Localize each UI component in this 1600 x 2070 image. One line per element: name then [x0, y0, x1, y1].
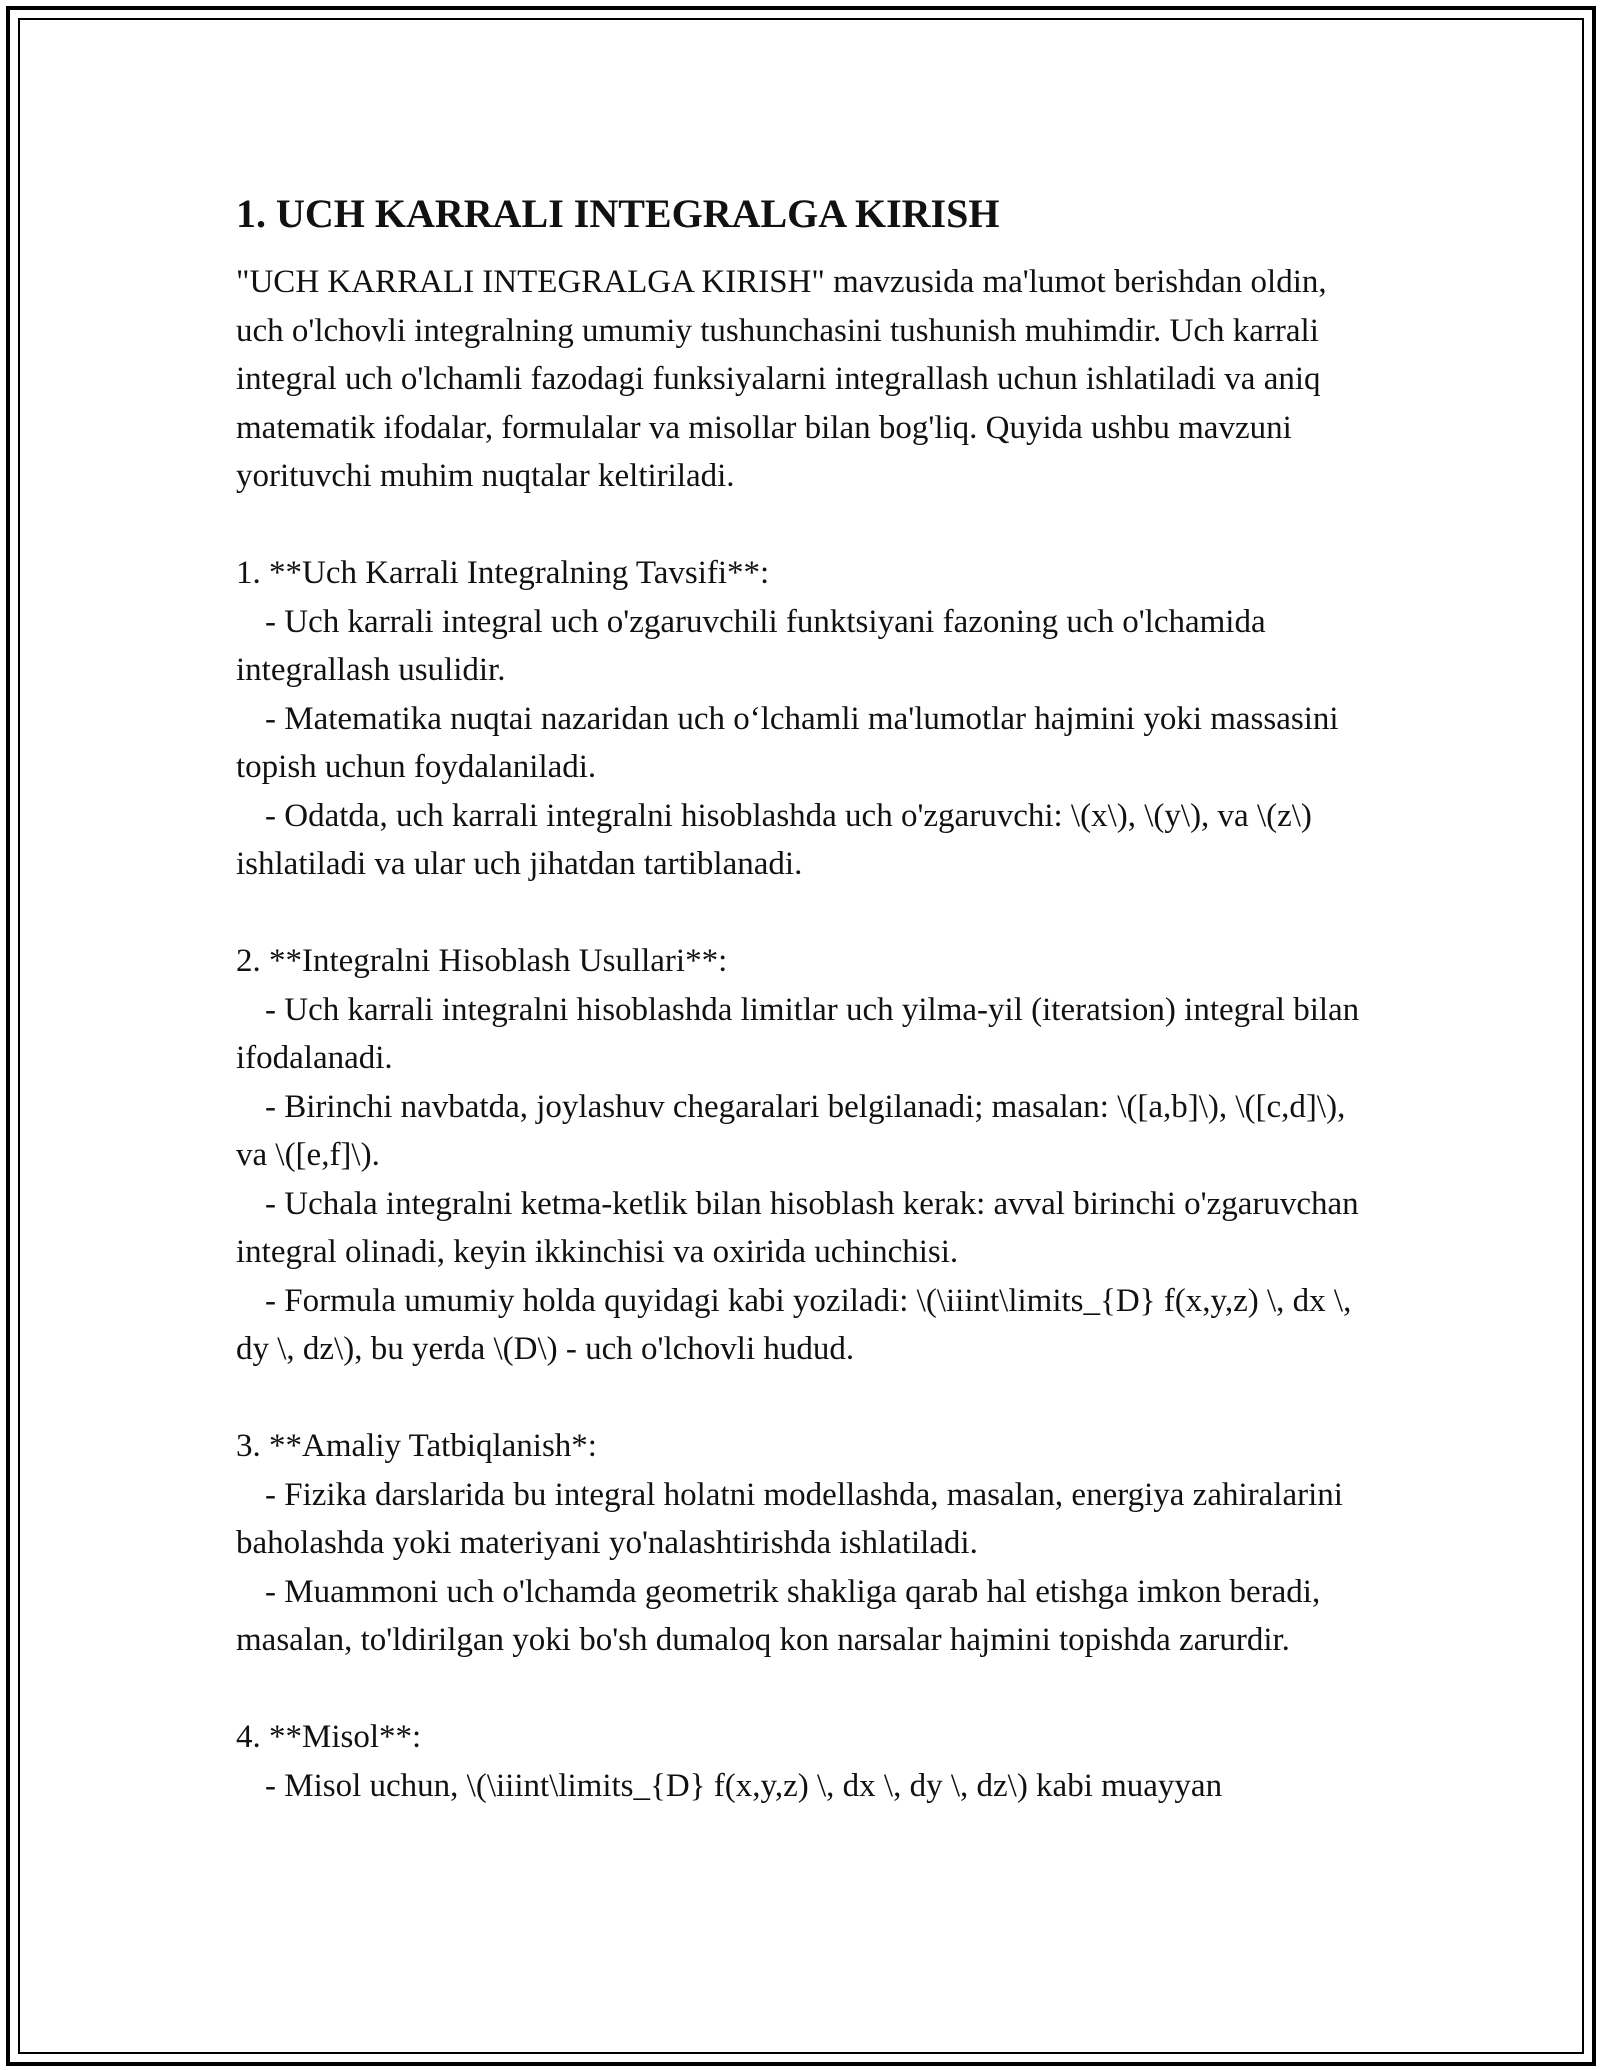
bullet-item: - Formula umumiy holda quyidagi kabi yoziladi: \(\iiint\limits_{D} f(x,y,z) \, dx \, dy \, dz\), bu yerda \(D\) - uch o'lchovli hudud. [236, 1282, 1352, 1367]
section-heading: 4. **Misol**: [236, 1719, 422, 1755]
section-4 [236, 1713, 1366, 1810]
bullet-item: - Misol uchun, \(\iiint\limits_{D} f(x,y,z) \, dx \, dy \, dz\) kabi muayyan [265, 1767, 1223, 1804]
section-2 [236, 937, 1366, 1374]
bullet-item: - Odatda, uch karrali integralni hisoblashda uch o'zgaruvchi: \(x\), \(y\), va \(z\) ishlatiladi va ular uch jihatdan tartiblanadi. [236, 797, 1312, 882]
section-heading: 1. **Uch Karrali Integralning Tavsifi**: [236, 555, 770, 591]
bullet-item: - Uch karrali integralni hisoblashda limitlar uch yilma-yil (iteratsion) integral bilan ifodalanadi. [236, 991, 1360, 1076]
bullet-item: - Fizika darslarida bu integral holatni modellashda, masalan, energiya zahiralarini baholashda yoki materiyani yo'nalashtirishda ishlatiladi. [236, 1476, 1343, 1561]
bullet-item: - Uchala integralni ketma-ketlik bilan hisoblash kerak: avval birinchi o'zgaruvchan integral olinadi, keyin ikkinchisi va oxirida uchinchisi. [236, 1185, 1359, 1270]
bullet-item: - Birinchi navbatda, joylashuv chegaralari belgilanadi; masalan: \([a,b]\), \([c,d]\), va \([e,f]\). [236, 1088, 1346, 1173]
document-body [236, 186, 1366, 1810]
bullet-item: - Muammoni uch o'lchamda geometrik shakliga qarab hal etishga imkon beradi, masalan, to'ldirilgan yoki bo'sh dumaloq kon narsalar hajmini topishda zarurdir. [236, 1573, 1321, 1658]
document-title: 1. UCH KARRALI INTEGRALGA KIRISH [236, 191, 1000, 236]
section-heading: 3. **Amaliy Tatbiqlanish*: [236, 1428, 597, 1464]
bullet-item: - Matematika nuqtai nazaridan uch o‘lchamli ma'lumotlar hajmini yoki massasini topish uchun foydalaniladi. [236, 700, 1339, 785]
intro-paragraph: "UCH KARRALI INTEGRALGA KIRISH" mavzusida ma'lumot berishdan oldin, uch o'lchovli integralning umumiy tushunchasini tushunish muhimdir. Uch karrali integral uch o'lchamli fazodagi funksiyalarni integrallash uchun ishlatiladi va aniq matematik ifodalar, formulalar va misollar bilan bog'liq. Quyida ushbu mavzuni yorituvchi muhim nuqtalar keltiriladi. [236, 264, 1327, 494]
section-3 [236, 1422, 1366, 1665]
section-heading: 2. **Integralni Hisoblash Usullari**: [236, 943, 728, 979]
bullet-item: - Uch karrali integral uch o'zgaruvchili funktsiyani fazoning uch o'lchamida integrallash usulidir. [236, 603, 1266, 688]
section-1 [236, 549, 1366, 889]
